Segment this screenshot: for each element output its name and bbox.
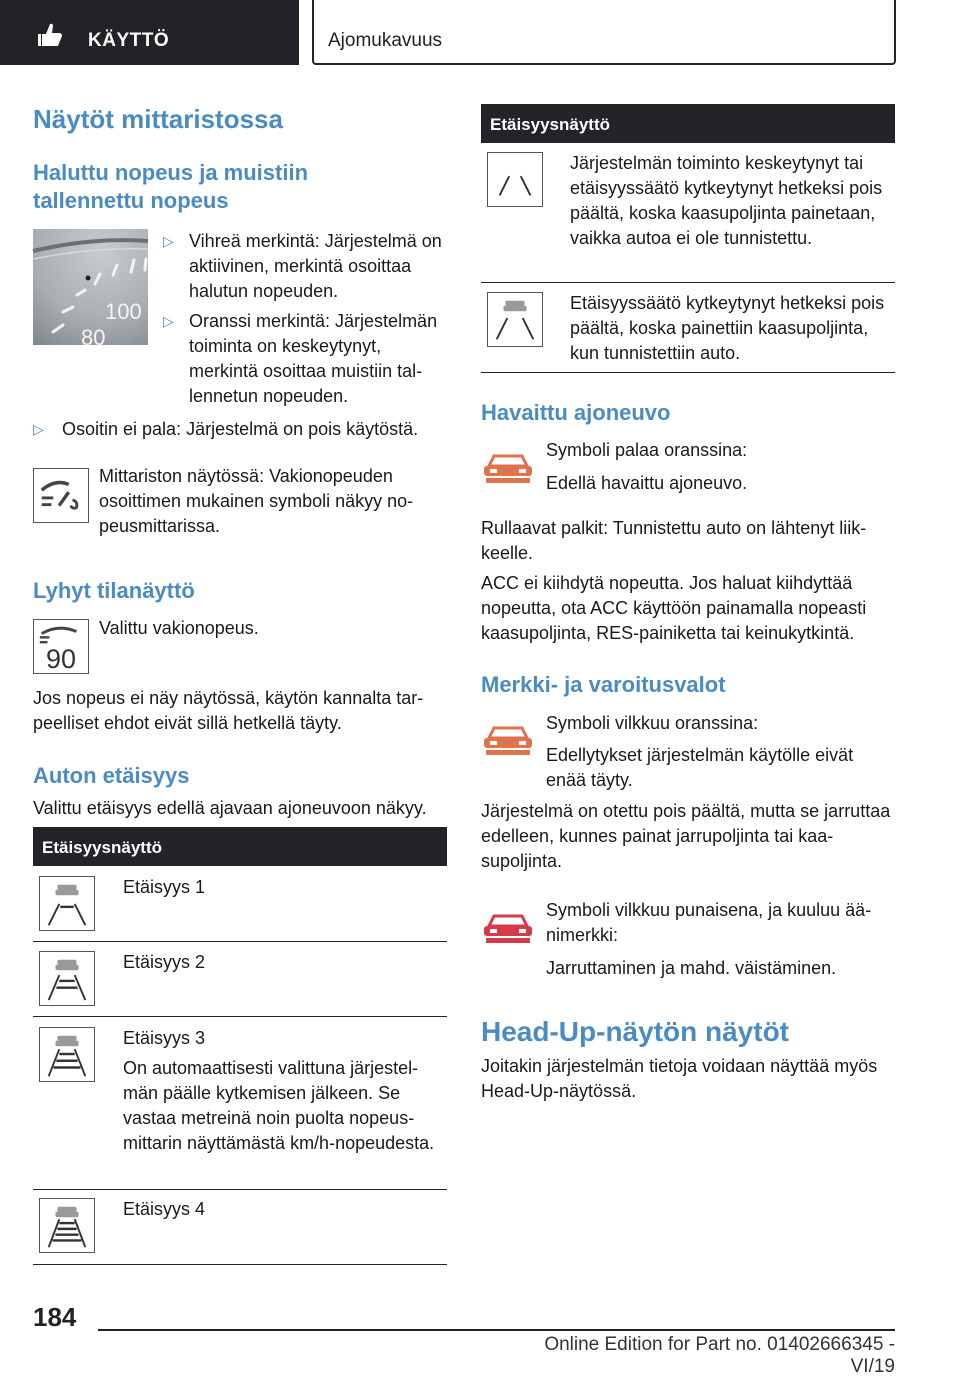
- bullet-text: Oranssi merkintä: Järjestelmän toiminta on keskeytynyt, merkintä osoittaa muistiin tallennetun nopeuden.: [189, 311, 438, 406]
- short-status-heading: Lyhyt tilanäyttö: [33, 578, 195, 603]
- short-status-text: Valittu vakionopeus.: [99, 618, 259, 638]
- chapter-tab: [0, 0, 299, 65]
- hud-heading: Head-Up-näytön näytöt: [481, 1016, 789, 1047]
- distance-paused-icon: [487, 292, 543, 347]
- distance-row-text: Etäisyys 4: [123, 1199, 206, 1219]
- bullet-text: Osoitin ei pala: Järjestelmä on pois käytöstä.: [62, 419, 419, 439]
- row-divider: [33, 1264, 447, 1265]
- detected-line2: Edellä havaittu ajoneuvo.: [546, 473, 748, 493]
- car-red-icon: [482, 908, 534, 948]
- footer-rule: [98, 1329, 895, 1331]
- speed-heading: Haluttu nopeus ja muistiin tallennettu nopeus: [33, 160, 309, 213]
- row-divider: [33, 941, 447, 942]
- edition-text: Online Edition for Part no. 01402666345 - VI/19: [544, 1334, 895, 1377]
- distance-heading: Auton etäisyys: [33, 763, 190, 788]
- distance-row-text: Etäisyys 2: [123, 952, 206, 972]
- detected-heading: Havaittu ajoneuvo: [481, 400, 671, 425]
- distance-4-icon: [39, 1198, 95, 1253]
- distance-intro: Valittu etäisyys edellä ajavaan ajoneuvoon näkyy.: [33, 798, 427, 818]
- warn2-line1: Symboli vilkkuu punaisena, ja kuuluu äänimerkki:: [546, 900, 872, 945]
- row-divider: [481, 282, 895, 283]
- gauge-label-100: 100: [105, 299, 142, 324]
- distance-2-icon: [39, 951, 95, 1006]
- distance-row-extra: On automaattisesti valittuna järjestelmän päälle kytkemisen jälkeen. Se vastaa metreinä noin puolta nopeusmittarin näyttämästä km/h-nopeudesta.: [123, 1058, 435, 1153]
- hud-text: Joitakin järjestelmän tietoja voidaan näyttää myös Head-Up-näytössä.: [481, 1056, 878, 1101]
- page-title: Näytöt mittaristossa: [33, 104, 283, 134]
- rolling-bars-text: Rullaavat palkit: Tunnistettu auto on lähtenyt liikkeelle.: [481, 518, 867, 563]
- speedometer-image: [33, 229, 148, 350]
- warn1-line1: Symboli vilkkuu oranssina:: [546, 713, 759, 733]
- distance-table-header-right: Etäisyysnäyttö: [481, 104, 895, 143]
- distance-table-header: Etäisyysnäyttö: [33, 827, 447, 866]
- short-status-note: Jos nopeus ei näy näytössä, käytön kannalta tarpeelliset ehdot eivät sillä hetkellä täyty.: [33, 688, 424, 733]
- bullet-triangle-icon: ▷: [163, 313, 174, 329]
- car-orange-icon: [482, 448, 534, 488]
- set-speed-icon: [33, 619, 89, 674]
- row-divider: [33, 1016, 447, 1017]
- section-tab: [312, 0, 896, 65]
- distance-3-icon: [39, 1027, 95, 1082]
- warn2-line2: Jarruttaminen ja mahd. väistäminen.: [546, 958, 837, 978]
- car-orange-flashing-icon: [482, 720, 534, 760]
- warning-heading: Merkki- ja varoitusvalot: [481, 672, 726, 697]
- page-number: 184: [33, 1302, 77, 1332]
- warn1-note: Järjestelmä on otettu pois päältä, mutta se jarruttaa edelleen, kunnes painat jarrupoljinta tai kaasupoljinta.: [481, 801, 891, 871]
- warn1-line2: Edellytykset järjestelmän käytölle eivät enää täyty.: [546, 745, 854, 790]
- acc-text: ACC ei kiihdytä nopeutta. Jos haluat kiihdyttää nopeutta, ota ACC käyttöön painamalla nopeasti kaasupoljinta, RES-painiketta tai keinukytkintä.: [481, 573, 867, 643]
- row-divider: [481, 372, 895, 373]
- distance-1-icon: [39, 876, 95, 931]
- cruise-control-icon: [33, 468, 89, 523]
- hand-pointer-icon: [38, 22, 66, 48]
- row-divider: [33, 1189, 447, 1190]
- distance-interrupted-icon: [487, 152, 543, 207]
- set-speed-value: 90: [45, 644, 76, 675]
- distance-row-text: Etäisyys 1: [123, 877, 206, 897]
- distance-right-row-text: Etäisyyssäätö kytkeytynyt hetkeksi pois päältä, koska painettiin kaasupoljinta, kun tunnistettiin auto.: [570, 293, 885, 363]
- bullet-triangle-icon: ▷: [33, 421, 44, 437]
- section-title: Ajomukavuus: [328, 30, 443, 51]
- detected-line1: Symboli palaa oranssina:: [546, 440, 748, 460]
- distance-row-text: Etäisyys 3: [123, 1028, 206, 1048]
- distance-right-row-text: Järjestelmän toiminto keskeytynyt tai etäisyyssäätö kytkeytynyt hetkeksi pois päältä, koska kaasupoljinta painetaan, vaikka autoa ei ole tunnistettu.: [570, 153, 883, 248]
- bullet-text: Vihreä merkintä: Järjestelmä on aktiivinen, merkintä osoittaa halutun nopeuden.: [189, 231, 442, 301]
- chapter-title: KÄYTTÖ: [88, 30, 170, 51]
- bullet-triangle-icon: ▷: [163, 233, 174, 249]
- cluster-text: Mittariston näytössä: Vakionopeuden osoittimen mukainen symboli näkyy nopeusmittarissa.: [99, 466, 414, 536]
- gauge-label-80: 80: [81, 325, 106, 350]
